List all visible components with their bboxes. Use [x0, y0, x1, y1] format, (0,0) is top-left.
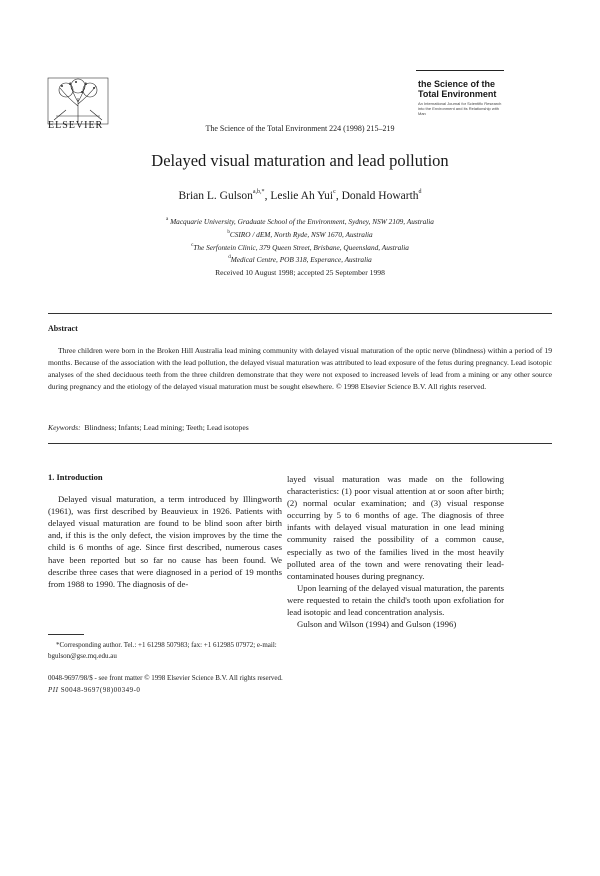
journal-logo-line1: the Science of the [418, 79, 496, 89]
affiliation-text: Medical Centre, POB 318, Esperance, Australia [230, 255, 372, 265]
journal-logo-line2: Total Environment [418, 89, 497, 99]
affiliation-text: Macquarie University, Graduate School of the Environment, Sydney, NSW 2109, Australia [170, 217, 434, 226]
section-heading: 1. Introduction [48, 472, 103, 482]
footnote-rule [48, 634, 84, 635]
keywords [48, 423, 249, 432]
keywords-list: Blindness; Infants; Lead mining; Teeth; Lead isotopes [84, 423, 249, 432]
affiliation-text: CSIRO / dEM, North Ryde, NSW 1670, Australia [229, 229, 373, 239]
affiliation-line [0, 228, 600, 241]
pii-line [48, 686, 140, 694]
author-list: Brian L. Gulson$^{a,b,*}$, Leslie Ah Yui$^c$, Donald Howarth$^d$ [178, 189, 422, 202]
pii-label: PII [48, 686, 59, 694]
affiliation-marker: d [228, 255, 231, 261]
body-paragraph: layed visual maturation was made on the following characteristics: (1) poor visual attention at or soon after birth; (2) normal ocular examination; and (3) visual response occurring by 5 to 6 months of age. The diagnosis of three infants with delayed visual maturation in one lead mining community raised the possibility of a common cause, especially as two of the families lived in the most heavily polluted area of the town and were renovating their lead-contaminated houses during pregnancy. [287, 474, 504, 581]
affiliation-line [0, 215, 600, 228]
affiliation-marker: b [227, 229, 230, 235]
body-paragraph: Gulson and Wilson (1994) and Gulson (1996) [297, 619, 457, 630]
divider [48, 443, 552, 444]
journal-logo-subtitle: An International Journal for Scientific Research into the Environment and its Relationship with Man [418, 101, 502, 116]
affiliation-line [0, 253, 600, 266]
divider [48, 313, 552, 314]
received-dates: Received 10 August 1998; accepted 25 September 1998 [215, 268, 385, 277]
author-name: Leslie Ah Yui [270, 190, 334, 202]
affiliation-marker: c [191, 242, 194, 248]
author-name: Brian L. Gulson [178, 190, 253, 202]
affiliation-text: The Serfontein Clinic, 379 Queen Street, Brisbane, Queensland, Australia [193, 242, 409, 252]
pii-value: S0048-9697(98)00349-0 [60, 686, 141, 694]
copyright-line: 0048-9697/98/$ - see front matter © 1998 Elsevier Science B.V. All rights reserved. [48, 674, 283, 682]
article-title: Delayed visual maturation and lead pollution [151, 151, 449, 170]
keywords-label: Keywords: [48, 423, 81, 432]
publisher-name: ELSEVIER [48, 120, 104, 131]
author-name: Donald Howarth [341, 190, 419, 202]
affiliation-marker: a [166, 217, 169, 222]
body-paragraph: Delayed visual maturation, a term introduced by Illingworth (1961), was first described by Beauvieux in 1926. Patients with delayed visual maturation are found to be blind soon after birth and, if this is the only defect, the vision improves by the time the child is 6 months of age. Since first described, numerous cases have been reported but so far no cause has been found. We describe three cases that were diagnosed in a period of 19 months from 1988 to 1990. The diagnosis of de- [48, 494, 282, 589]
abstract-heading: Abstract [48, 324, 78, 333]
affiliation-line [0, 241, 600, 254]
right-column [287, 473, 504, 630]
author-affil-marker: a,b,* [252, 189, 265, 195]
left-column [48, 471, 282, 590]
author-affil-marker: d [418, 189, 422, 195]
body-paragraph: Upon learning of the delayed visual maturation, the parents were requested to retain the child's tooth upon exfoliation for lead isotopic and lead concentration analysis. [287, 582, 504, 618]
journal-citation: The Science of the Total Environment 224 (1998) 215–219 [205, 124, 395, 133]
journal-logo-rule [416, 70, 504, 71]
abstract-body: Three children were born in the Broken Hill Australia lead mining community with delayed visual maturation of the optic nerve (blindness) within a period of 19 months. Because of the association with the lead pollution, the delayed visual maturation was attributed to lead exposure of the fetus during pregnancy. Lead isotopic analyses of the shed deciduous teeth from the three children demonstrate that they were not exposed to increased levels of lead from a mining or any other source during pregnancy and the etiology of the delayed visual maturation must be sought elsewhere. © 1998 Elsevier Science B.V. All rights reserved. [48, 346, 552, 392]
author-affil-marker: c [333, 189, 336, 195]
affiliation-list [0, 215, 600, 266]
journal-logo [418, 79, 506, 116]
corresponding-author-footnote: *Corresponding author. Tel.: +1 61298 507983; fax: +1 612985 07972; e-mail: bgulson@gse.mq.edu.au [48, 641, 277, 660]
